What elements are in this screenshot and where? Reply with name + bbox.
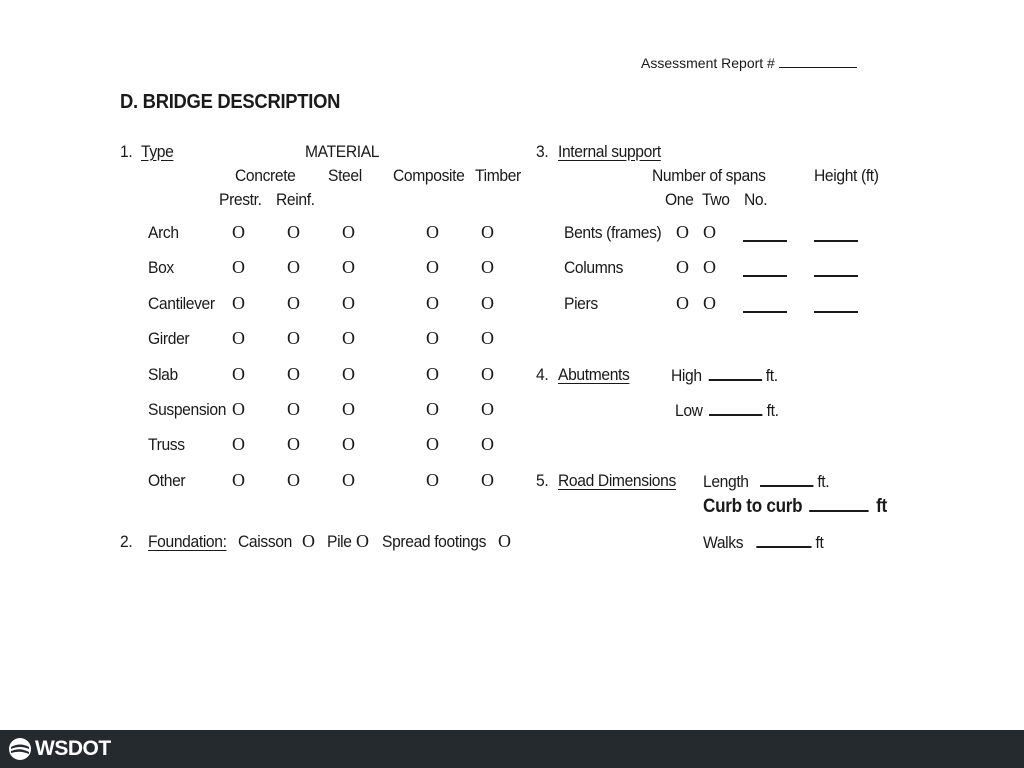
composite-header: Composite (393, 166, 465, 185)
height-header: Height (ft) (814, 166, 879, 185)
foundation-pile-label: Pile (327, 532, 352, 551)
support-piers-spans-number-field[interactable] (743, 297, 787, 313)
type-girder-concrete-prestressed-radio[interactable]: O (232, 328, 245, 348)
support-columns-height-field[interactable] (814, 261, 858, 277)
road-length-field[interactable] (760, 471, 813, 487)
wsdot-emblem-icon (8, 737, 32, 761)
wsdot-logo (8, 737, 111, 761)
type-arch-timber-radio[interactable]: O (481, 222, 494, 242)
foundation-number: 2. (120, 532, 133, 551)
type-other-composite-radio[interactable]: O (426, 470, 439, 490)
walks-unit: ft (815, 533, 824, 552)
type-section-label: Type (141, 142, 174, 161)
type-box-composite-radio[interactable]: O (426, 257, 439, 277)
type-row-label: Box (148, 258, 174, 277)
type-arch-composite-radio[interactable]: O (426, 222, 439, 242)
type-other-concrete-prestressed-radio[interactable]: O (232, 470, 245, 490)
type-row-label: Girder (148, 329, 190, 348)
footer-bar (0, 730, 1024, 768)
support-bents-span-one-radio[interactable]: O (676, 222, 689, 242)
type-truss-steel-radio[interactable]: O (342, 434, 355, 454)
type-row-label: Cantilever (148, 294, 215, 313)
road-length-unit: ft. (817, 472, 830, 491)
reinforced-header: Reinf. (276, 190, 315, 209)
curb-to-curb-field[interactable] (810, 496, 869, 512)
steel-header: Steel (328, 166, 362, 185)
abutments-number: 4. (536, 365, 549, 384)
support-row-label: Bents (frames) (564, 223, 662, 242)
spans-no-header: No. (744, 190, 768, 209)
spans-one-header: One (665, 190, 694, 209)
type-suspension-steel-radio[interactable]: O (342, 399, 355, 419)
type-arch-concrete-prestressed-radio[interactable]: O (232, 222, 245, 242)
concrete-header: Concrete (235, 166, 296, 185)
type-suspension-concrete-prestressed-radio[interactable]: O (232, 399, 245, 419)
type-row-label: Suspension (148, 400, 227, 419)
foundation-label: Foundation: (148, 532, 227, 551)
type-cantilever-composite-radio[interactable]: O (426, 293, 439, 313)
timber-header: Timber (475, 166, 521, 185)
type-cantilever-timber-radio[interactable]: O (481, 293, 494, 313)
type-slab-concrete-prestressed-radio[interactable]: O (232, 364, 245, 384)
abutments-low-label: Low (675, 401, 703, 420)
type-box-steel-radio[interactable]: O (342, 257, 355, 277)
abutments-low-unit: ft. (766, 401, 779, 420)
type-suspension-timber-radio[interactable]: O (481, 399, 494, 419)
curb-to-curb-label: Curb to curb (703, 496, 803, 517)
support-row-label: Piers (564, 294, 598, 313)
foundation-pile-radio[interactable]: O (356, 531, 369, 551)
type-row-label: Slab (148, 365, 178, 384)
support-bents-spans-number-field[interactable] (743, 226, 787, 242)
type-arch-concrete-reinforced-radio[interactable]: O (287, 222, 300, 242)
type-cantilever-concrete-reinforced-radio[interactable]: O (287, 293, 300, 313)
foundation-caisson-label: Caisson (238, 532, 292, 551)
type-box-concrete-prestressed-radio[interactable]: O (232, 257, 245, 277)
abutments-high-label: High (671, 366, 702, 385)
foundation-caisson-radio[interactable]: O (302, 531, 315, 551)
internal-support-label: Internal support (558, 142, 661, 161)
type-row-label: Arch (148, 223, 179, 242)
type-girder-timber-radio[interactable]: O (481, 328, 494, 348)
abutments-high-field[interactable] (708, 365, 761, 381)
curb-to-curb-unit: ft (876, 496, 887, 517)
prestressed-header: Prestr. (219, 190, 262, 209)
support-piers-height-field[interactable] (814, 297, 858, 313)
type-truss-timber-radio[interactable]: O (481, 434, 494, 454)
section-title: D. BRIDGE DESCRIPTION (120, 91, 341, 113)
walks-label: Walks (703, 533, 744, 552)
foundation-spread-radio[interactable]: O (498, 531, 511, 551)
support-row-label: Columns (564, 258, 624, 277)
type-other-concrete-reinforced-radio[interactable]: O (287, 470, 300, 490)
support-bents-height-field[interactable] (814, 226, 858, 242)
road-dimensions-label: Road Dimensions (558, 471, 676, 490)
assessment-report-label: Assessment Report # (641, 55, 775, 71)
type-cantilever-concrete-prestressed-radio[interactable]: O (232, 293, 245, 313)
type-slab-steel-radio[interactable]: O (342, 364, 355, 384)
type-suspension-composite-radio[interactable]: O (426, 399, 439, 419)
support-columns-spans-number-field[interactable] (743, 261, 787, 277)
type-box-timber-radio[interactable]: O (481, 257, 494, 277)
wsdot-logo-text: WSDOT (35, 737, 111, 760)
abutments-label: Abutments (558, 365, 630, 384)
abutments-low-field[interactable] (709, 400, 762, 416)
type-row-label: Other (148, 471, 186, 490)
type-truss-composite-radio[interactable]: O (426, 434, 439, 454)
type-cantilever-steel-radio[interactable]: O (342, 293, 355, 313)
type-other-steel-radio[interactable]: O (342, 470, 355, 490)
type-girder-steel-radio[interactable]: O (342, 328, 355, 348)
assessment-report-number-field[interactable] (779, 55, 857, 68)
number-of-spans-header: Number of spans (652, 166, 766, 185)
foundation-spread-label: Spread footings (382, 532, 487, 551)
road-length-row (703, 471, 829, 492)
type-slab-timber-radio[interactable]: O (481, 364, 494, 384)
walks-row (703, 532, 823, 553)
type-slab-concrete-reinforced-radio[interactable]: O (287, 364, 300, 384)
type-section-number: 1. (120, 142, 133, 161)
type-truss-concrete-prestressed-radio[interactable]: O (232, 434, 245, 454)
type-suspension-concrete-reinforced-radio[interactable]: O (287, 399, 300, 419)
type-row-label: Truss (148, 435, 185, 454)
road-length-label: Length (703, 472, 749, 491)
type-truss-concrete-reinforced-radio[interactable]: O (287, 434, 300, 454)
road-dimensions-number: 5. (536, 471, 549, 490)
type-arch-steel-radio[interactable]: O (342, 222, 355, 242)
type-slab-composite-radio[interactable]: O (426, 364, 439, 384)
type-girder-composite-radio[interactable]: O (426, 328, 439, 348)
internal-support-number: 3. (536, 142, 549, 161)
abutments-high-row (671, 365, 778, 386)
type-other-timber-radio[interactable]: O (481, 470, 494, 490)
support-columns-span-two-radio[interactable]: O (703, 257, 716, 277)
walks-field[interactable] (756, 532, 811, 548)
support-piers-span-one-radio[interactable]: O (676, 293, 689, 313)
support-piers-span-two-radio[interactable]: O (703, 293, 716, 313)
assessment-report-header (641, 55, 857, 71)
type-box-concrete-reinforced-radio[interactable]: O (287, 257, 300, 277)
material-header: MATERIAL (305, 142, 380, 161)
abutments-low-row (675, 400, 779, 421)
type-girder-concrete-reinforced-radio[interactable]: O (287, 328, 300, 348)
abutments-high-unit: ft. (765, 366, 778, 385)
support-columns-span-one-radio[interactable]: O (676, 257, 689, 277)
support-bents-span-two-radio[interactable]: O (703, 222, 716, 242)
spans-two-header: Two (702, 190, 730, 209)
curb-to-curb-row (703, 496, 887, 518)
